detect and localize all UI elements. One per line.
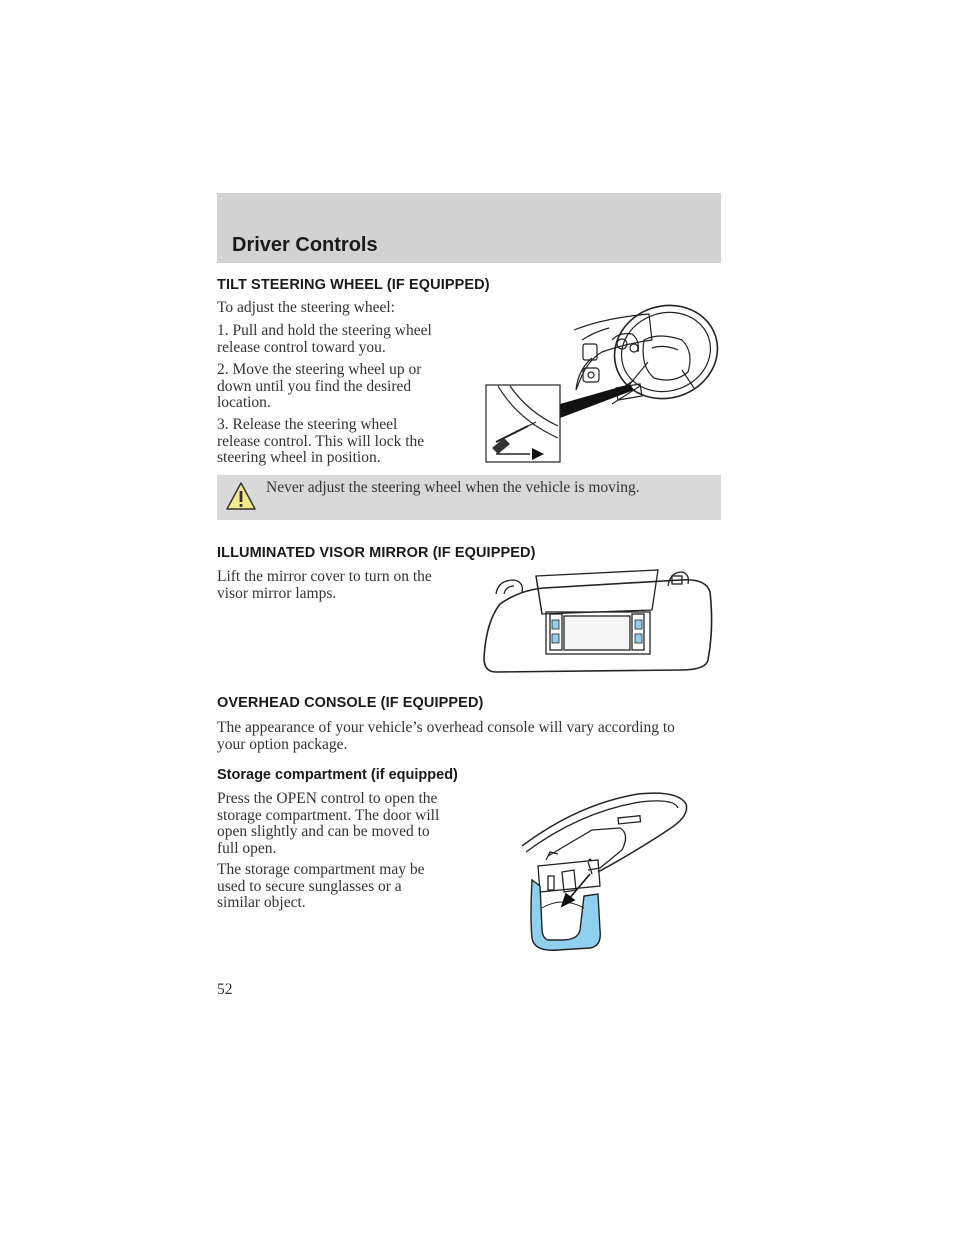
tilt-step-3: 3. Release the steering wheel release control. This will lock the steering wheel in position. xyxy=(217,416,425,467)
tilt-step-2: 2. Move the steering wheel up or down until you find the desired location. xyxy=(217,361,422,412)
tilt-step-1: 1. Pull and hold the steering wheel release control toward you. xyxy=(217,322,432,356)
visor-text: Lift the mirror cover to turn on the visor mirror lamps. xyxy=(217,568,432,602)
warning-triangle-icon xyxy=(225,481,257,511)
warning-text: Never adjust the steering wheel when the vehicle is moving. xyxy=(266,479,640,496)
steering-wheel-illustration xyxy=(484,300,724,466)
section-title: Driver Controls xyxy=(232,234,378,256)
storage-paragraph-2: The storage compartment may be used to secure sunglasses or a similar object. xyxy=(217,861,425,912)
page-number: 52 xyxy=(217,981,233,998)
console-heading: OVERHEAD CONSOLE (IF EQUIPPED) xyxy=(217,695,484,711)
storage-paragraph-1: Press the OPEN control to open the storage compartment. The door will open slightly and can be moved to full open. xyxy=(217,790,440,857)
visor-heading: ILLUMINATED VISOR MIRROR (IF EQUIPPED) xyxy=(217,545,536,561)
tilt-heading: TILT STEERING WHEEL (IF EQUIPPED) xyxy=(217,277,490,293)
warning-box xyxy=(217,475,721,520)
section-header-band xyxy=(217,193,721,263)
console-text: The appearance of your vehicle’s overhead console will vary according to your option package. xyxy=(217,719,675,753)
visor-mirror-illustration xyxy=(480,568,720,678)
tilt-intro: To adjust the steering wheel: xyxy=(217,299,395,316)
storage-heading: Storage compartment (if equipped) xyxy=(217,767,458,783)
overhead-console-illustration xyxy=(518,790,692,954)
